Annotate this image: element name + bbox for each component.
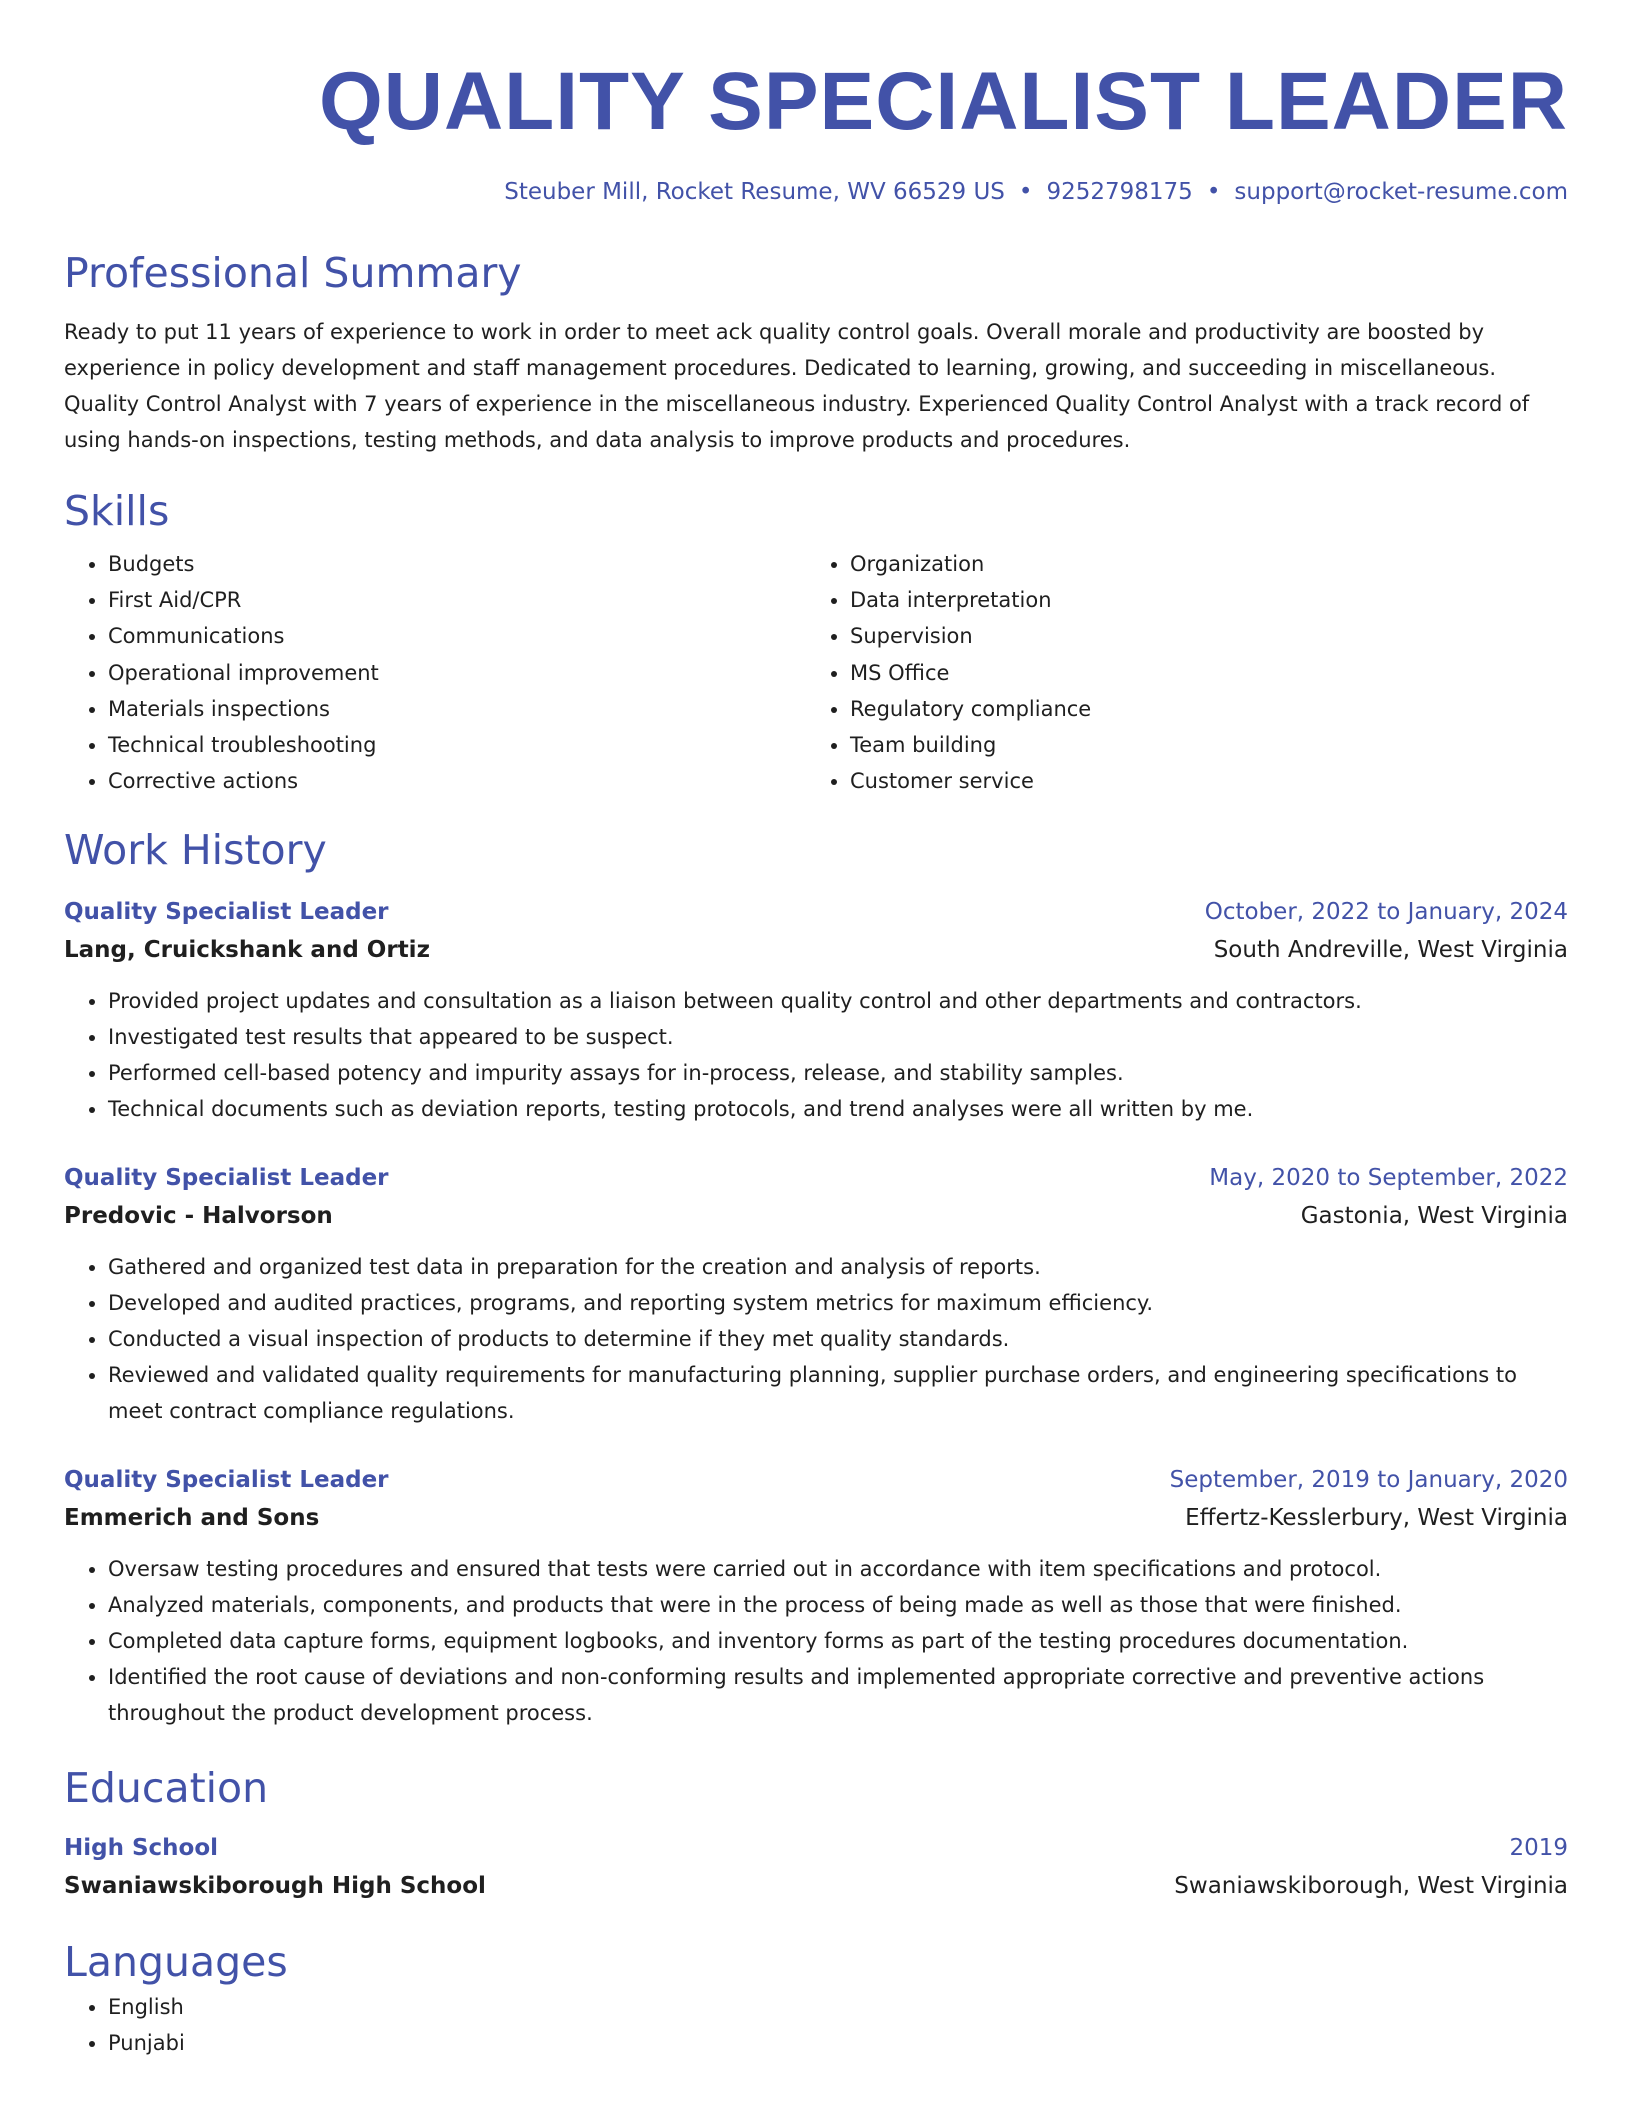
skill-item: • Communications [108,618,806,654]
job-title: Quality Specialist Leader [64,1165,389,1192]
skills-list-left [64,546,806,799]
skill-item: • Data interpretation [850,582,1548,618]
job-bullet: • Conducted a visual inspection of products to determine if they met quality standards. [108,1321,1568,1357]
job-bullets [64,1551,1568,1731]
skills-grid [64,546,1568,799]
job-header-row [64,1461,1568,1499]
contact-separator: • [1206,179,1221,205]
job-dates: October, 2022 to January, 2024 [1204,899,1568,926]
skill-item: • MS Office [850,655,1548,691]
skill-item: • Supervision [850,618,1548,654]
education-entry [64,1829,1568,1905]
job-title: Quality Specialist Leader [64,899,389,926]
job-company: Lang, Cruickshank and Ortiz [64,937,430,964]
candidate-name: QUALITY SPECIALIST LEADER [318,56,1568,147]
education-school: Swaniawskiborough High School [64,1873,486,1900]
job-header-row [64,1159,1568,1197]
job-location: Effertz-Kesslerbury, West Virginia [1185,1505,1568,1532]
job-company-row [64,1499,1568,1537]
work-history-title: Work History [64,826,327,875]
job-entry [64,1159,1568,1429]
education-title: Education [64,1764,269,1813]
education-section [64,1761,1568,1905]
job-dates: September, 2019 to January, 2020 [1169,1467,1568,1494]
skill-item: • Materials inspections [108,691,806,727]
job-bullet: • Identified the root cause of deviations and non-conforming results and implemented appropriate corrective and preventive actions throughout the product development process. [108,1659,1568,1731]
job-bullet: • Reviewed and validated quality requirements for manufacturing planning, supplier purchase orders, and engineering specifications to meet contract compliance regulations. [108,1357,1568,1429]
education-header-row [64,1829,1568,1867]
languages-list [64,1989,1568,2061]
skill-item: • Budgets [108,546,806,582]
education-location: Swaniawskiborough, West Virginia [1174,1873,1568,1900]
language-item: • English [108,1989,1568,2025]
skill-item: • Regulatory compliance [850,691,1548,727]
job-bullets [64,983,1568,1127]
skill-item: • Team building [850,727,1548,763]
job-location: Gastonia, West Virginia [1300,1203,1568,1230]
contact-line [64,176,1568,208]
skills-column-right [806,546,1548,799]
contact-email[interactable]: support@rocket-resume.com [1234,179,1568,205]
contact-separator: • [1018,179,1033,205]
education-school-row [64,1867,1568,1905]
contact-phone: 9252798175 [1046,179,1193,205]
summary-title: Professional Summary [64,249,522,297]
job-bullet: • Developed and audited practices, programs, and reporting system metrics for maximum efficiency. [108,1285,1568,1321]
job-bullet: • Investigated test results that appeared to be suspect. [108,1019,1568,1055]
job-dates: May, 2020 to September, 2022 [1209,1165,1568,1192]
job-bullet: • Technical documents such as deviation reports, testing protocols, and trend analyses were all written by me. [108,1091,1568,1127]
job-entry [64,1461,1568,1731]
job-bullet: • Gathered and organized test data in preparation for the creation and analysis of reports. [108,1249,1568,1285]
summary-text: Ready to put 11 years of experience to work in order to meet ack quality control goals. Overall morale and productivity are boosted by experience in policy development and staff management procedures. Dedicated to learning, growing, and succeeding in miscellaneous. Quality Control Analyst with 7 years of experience in the miscellaneous industry. Experienced Quality Control Analyst with a track record of using hands-on inspections, testing methods, and data analysis to improve products and procedures. [64,320,1530,452]
contact-address: Steuber Mill, Rocket Resume, WV 66529 US [504,179,1005,205]
job-bullet: • Provided project updates and consultation as a liaison between quality control and other departments and contractors. [108,983,1568,1019]
skill-item: • Operational improvement [108,655,806,691]
education-degree: High School [64,1835,219,1862]
summary-section [64,246,1568,458]
skill-item: • Technical troubleshooting [108,727,806,763]
job-title: Quality Specialist Leader [64,1467,389,1494]
job-bullet: • Oversaw testing procedures and ensured that tests were carried out in accordance with item specifications and protocol. [108,1551,1568,1587]
skill-item: • Organization [850,546,1548,582]
skill-item: • Corrective actions [108,763,806,799]
resume-header [64,48,1568,208]
skills-title: Skills [64,487,170,535]
job-header-row [64,893,1568,931]
job-company-row [64,1197,1568,1235]
skill-item: • First Aid/CPR [108,582,806,618]
job-bullet: • Completed data capture forms, equipment logbooks, and inventory forms as part of the testing procedures documentation. [108,1623,1568,1659]
job-company: Emmerich and Sons [64,1505,320,1532]
languages-title: Languages [64,1938,288,1987]
job-bullets [64,1249,1568,1429]
job-location: South Andreville, West Virginia [1213,937,1568,964]
job-entry [64,893,1568,1127]
job-bullet: • Analyzed materials, components, and products that were in the process of being made as well as those that were finished. [108,1587,1568,1623]
skills-column-left [64,546,806,799]
job-company: Predovic - Halvorson [64,1203,333,1230]
job-bullet: • Performed cell-based potency and impurity assays for in-process, release, and stability samples. [108,1055,1568,1091]
skills-list-right [806,546,1548,799]
languages-section [64,1935,1568,2061]
skills-section [64,484,1568,799]
work-history-section [64,823,1568,1731]
job-company-row [64,931,1568,969]
skill-item: • Customer service [850,763,1548,799]
language-item: • Punjabi [108,2025,1568,2061]
education-year: 2019 [1509,1835,1568,1862]
